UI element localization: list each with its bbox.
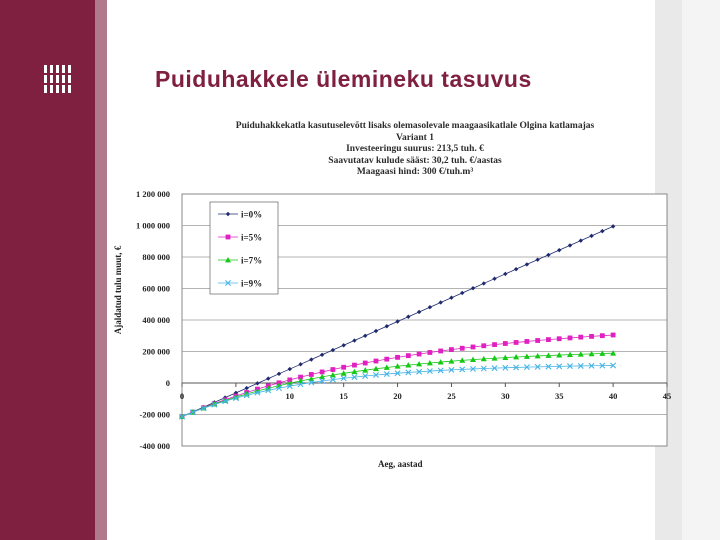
- chart-title-line: Maagaasi hind: 300 €/tuh.m³: [356, 167, 474, 177]
- data-point: [589, 334, 594, 339]
- x-tick-label: 15: [339, 391, 348, 401]
- y-tick-label: 0: [165, 378, 170, 388]
- data-point: [427, 350, 432, 355]
- right-light-band: [682, 0, 720, 540]
- data-point: [384, 357, 389, 362]
- y-tick-label: 1 200 000: [136, 189, 170, 199]
- data-point: [352, 363, 357, 368]
- y-tick-label: 800 000: [142, 252, 170, 262]
- data-point: [503, 341, 508, 346]
- data-point: [557, 336, 562, 341]
- chart-title: [195, 121, 635, 179]
- legend-label: i=5%: [241, 232, 263, 243]
- y-tick-label: -400 000: [139, 441, 170, 451]
- y-tick-label: 1 000 000: [136, 220, 170, 231]
- data-point: [330, 367, 335, 372]
- slide-title: Puiduhakkele ülemineku tasuvus: [155, 66, 532, 92]
- x-tick-label: 25: [447, 391, 456, 401]
- chart-title-line: Puiduhakkekatla kasutuselevõtt lisaks olemasolevale maagaasikatlale Olgina katlamajas: [235, 121, 595, 131]
- y-tick-label: -200 000: [139, 409, 170, 420]
- data-point: [374, 359, 379, 364]
- data-point: [600, 333, 605, 338]
- y-tick-label: 200 000: [142, 346, 170, 357]
- x-axis-title: Aeg, aastad: [378, 459, 423, 469]
- data-point: [492, 342, 497, 347]
- data-point: [460, 346, 465, 351]
- data-point: [226, 235, 231, 240]
- data-point: [320, 370, 325, 375]
- chart-title-line: Variant 1: [396, 132, 434, 143]
- data-point: [481, 343, 486, 348]
- university-logo-icon: [42, 65, 72, 93]
- x-tick-label: 45: [662, 391, 672, 401]
- data-point: [406, 353, 411, 358]
- legend-label: i=7%: [241, 255, 263, 266]
- data-point: [438, 349, 443, 354]
- x-tick-label: 30: [501, 391, 510, 401]
- data-point: [578, 335, 583, 340]
- chart-title-line: Saavutatav kulude sääst: 30,2 tuh. €/aastas: [328, 155, 502, 166]
- data-point: [449, 347, 454, 352]
- chart-title-line: Investeeringu suurus: 213,5 tuh. €: [346, 144, 484, 154]
- legend-label: i=9%: [241, 278, 263, 289]
- x-tick-label: 20: [393, 391, 402, 401]
- line-chart: [100, 180, 672, 480]
- data-point: [417, 352, 422, 357]
- data-point: [535, 338, 540, 343]
- y-axis-title: Ajaldatud tulu muut, €: [113, 245, 123, 335]
- data-point: [341, 365, 346, 370]
- data-point: [546, 337, 551, 342]
- legend-label: i=0%: [241, 209, 263, 220]
- data-point: [524, 339, 529, 344]
- data-point: [471, 345, 476, 350]
- y-tick-label: 600 000: [142, 283, 170, 294]
- data-point: [568, 336, 573, 341]
- y-tick-label: 400 000: [142, 315, 170, 325]
- x-tick-label: 35: [554, 391, 564, 401]
- x-tick-label: 40: [608, 391, 618, 401]
- data-point: [514, 340, 519, 345]
- data-point: [611, 333, 616, 338]
- x-tick-label: 10: [285, 391, 295, 401]
- data-point: [363, 361, 368, 366]
- data-point: [395, 355, 400, 360]
- x-tick-label: 0: [179, 391, 185, 401]
